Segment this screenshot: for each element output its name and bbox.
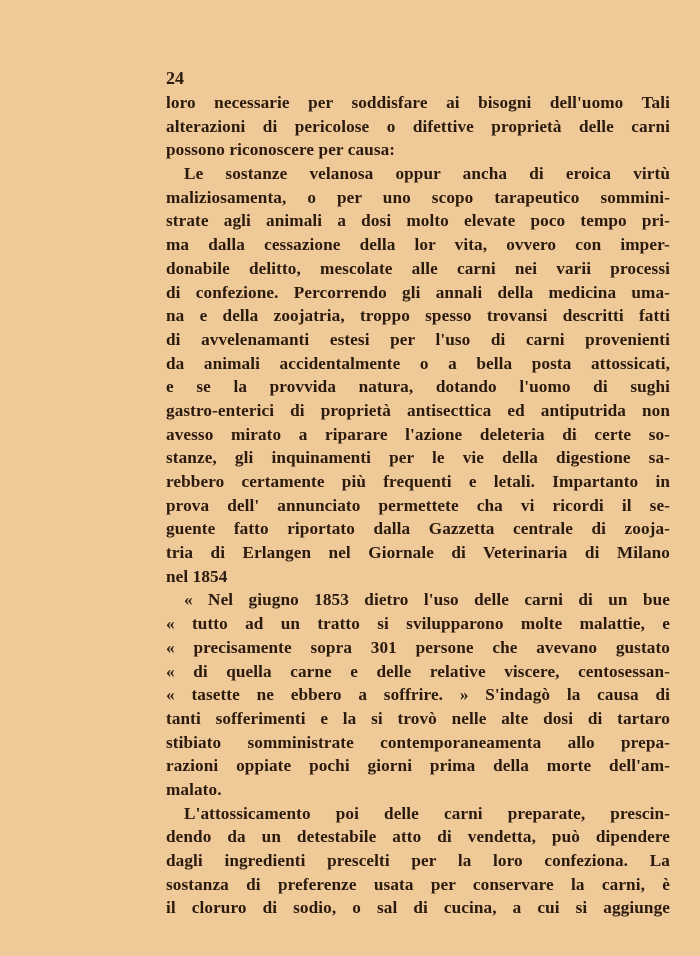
text-line: guente fatto riportato dalla Gazzetta centrale di zooja-	[166, 519, 670, 539]
text-line: possono riconoscere per causa:	[166, 140, 396, 160]
text-line: tanti sofferimenti e la si trovò nelle alte dosi di tartaro	[166, 708, 670, 728]
text-line: avesso mirato a riparare l'azione deleteria di certe so-	[166, 424, 670, 444]
text-line: Le sostanze velanosa oppur ancha di eroica virtù	[184, 164, 670, 184]
text-line: na e della zoojatria, troppo spesso trovansi descritti fatti	[166, 306, 670, 326]
text-line: dendo da un detestabile atto di vendetta, può dipendere	[166, 827, 670, 847]
text-line: loro necessarie per soddisfare ai bisogni dell'uomo Tali	[166, 93, 670, 112]
text-line: prova dell' annunciato permettete cha vi ricordi il se-	[166, 495, 670, 515]
text-line: rebbero certamente più frequenti e letali. Impartanto in	[166, 472, 670, 491]
text-line: strate agli animali a dosi molto elevate poco tempo pri-	[166, 211, 670, 231]
text-line: nel 1854	[166, 566, 228, 586]
text-line: e se la provvida natura, dotando l'uomo di sughi	[166, 377, 670, 397]
text-line: di avvelenamanti estesi per l'uso di carni provenienti	[166, 329, 670, 349]
text-line: maliziosamenta, o per uno scopo tarapeutico sommini-	[166, 187, 670, 207]
text-line: gastro-enterici di proprietà antisecttica ed antiputrida non	[166, 400, 670, 420]
text-line: stanze, gli inquinamenti per le vie della digestione sa-	[166, 448, 670, 468]
text-line: da animali accidentalmente o a bella posta attossicati,	[166, 353, 670, 373]
text-line: donabile delitto, mescolate alle carni nei varii processi	[166, 258, 670, 278]
text-line: razioni oppiate pochi giorni prima della morte dell'am-	[166, 756, 670, 776]
text-line: ma dalla cessazione della lor vita, ovvero con imper-	[166, 235, 670, 255]
page-number: 24	[166, 68, 184, 88]
text-line: stibiato somministrate contemporaneamenta allo prepa-	[166, 732, 670, 752]
text-line: L'attossicamento poi delle carni preparate, prescin-	[184, 803, 670, 823]
text-line: « di quella carne e delle relative viscere, centosessan-	[166, 661, 670, 681]
text-line: dagli ingredienti prescelti per la loro confeziona. La	[166, 851, 670, 870]
text-line: alterazioni di pericolose o difettive proprietà delle carni	[166, 116, 670, 136]
text-line: malato.	[166, 779, 222, 799]
text-line: tria di Erlangen nel Giornale di Veterinaria di Milano	[166, 543, 670, 563]
text-line: di confezione. Percorrendo gli annali della medicina uma-	[166, 282, 670, 302]
text-line: « precisamente sopra 301 persone che avevano gustato	[166, 637, 670, 657]
body-text	[166, 91, 670, 920]
text-line: « tutto ad un tratto si svilupparono molte malattie, e	[166, 614, 670, 634]
text-line: sostanza di preferenze usata per conservare la carni, è	[166, 874, 670, 894]
text-line: « Nel giugno 1853 dietro l'uso delle carni di un bue	[184, 590, 670, 610]
text-line: « tasette ne ebbero a soffrire. » S'indagò la causa di	[166, 685, 670, 705]
text-line: il cloruro di sodio, o sal di cucina, a cui si aggiunge	[166, 898, 670, 918]
